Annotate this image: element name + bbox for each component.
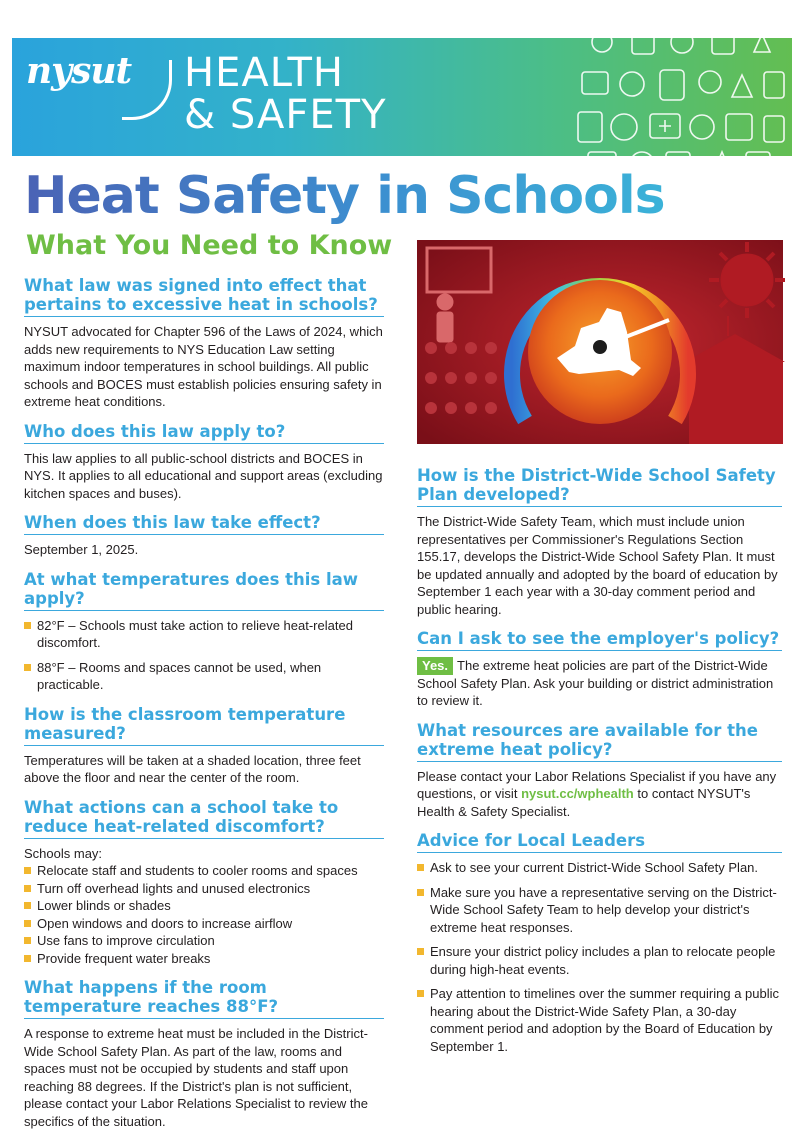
section-heading: Can I ask to see the employer's policy?: [417, 629, 782, 651]
list-item: Ask to see your current District-Wide School Safety Plan.: [417, 859, 782, 877]
body-after-link: to contact NYSUT's Health & Safety Specialist.: [417, 786, 751, 819]
yes-badge: Yes.: [417, 657, 453, 675]
section-advice: [417, 831, 782, 1055]
toolbox-icon: [582, 72, 608, 94]
list-item: Open windows and doors to increase airflow: [24, 915, 384, 933]
section-88-degrees: [24, 978, 384, 1130]
header-banner: [12, 38, 792, 156]
list-item: Provide frequent water breaks: [24, 950, 384, 968]
banner-title-line1: HEALTH: [184, 50, 345, 96]
section-resources: [417, 721, 782, 821]
page-title: Heat Safety in Schools: [24, 166, 665, 226]
body-before-link: Please contact your Labor Relations Specialist if you have any questions, or visit: [417, 768, 777, 801]
section-heading: What resources are available for the extreme heat policy?: [417, 721, 782, 762]
list-item: Use fans to improve circulation: [24, 932, 384, 950]
bottle-icon: [578, 112, 602, 142]
list-item: Turn off overhead lights and unused electronics: [24, 880, 384, 898]
section-body: September 1, 2025.: [24, 542, 139, 557]
section-heading: Who does this law apply to?: [24, 422, 384, 444]
section-heading: What actions can a school take to reduce heat-related discomfort?: [24, 798, 384, 839]
cone-icon: [712, 152, 732, 176]
section-applies-to: [24, 422, 384, 503]
clipboard-icon: [726, 114, 752, 140]
section-body: Temperatures will be taken at a shaded location, three feet above the floor and near the center of the room.: [24, 752, 361, 785]
nysut-logo: nysut: [26, 50, 132, 92]
section-employer-policy: [417, 629, 782, 710]
wphealth-link[interactable]: nysut.cc/wphealth: [521, 786, 634, 801]
list-item: Lower blinds or shades: [24, 897, 384, 915]
actions-list: [24, 862, 384, 967]
heat-gauge-illustration: [417, 240, 783, 444]
section-heading: How is the District-Wide School Safety Plan developed?: [417, 466, 782, 507]
list-item: 88°F – Rooms and spaces cannot be used, when practicable.: [24, 659, 384, 694]
banner-title: [184, 52, 387, 136]
section-body: A response to extreme heat must be included in the District-Wide School Safety Plan. As part of the law, rooms and spaces must not be occupied by students and staff upon reaching 88 degrees. If the District's plan is not sufficient, please contact your Labor Relations Specialist to review the specifics of the situation.: [24, 1026, 368, 1129]
section-heading: When does this law take effect?: [24, 513, 384, 535]
section-heading: What happens if the room temperature reaches 88°F?: [24, 978, 384, 1019]
section-heading: What law was signed into effect that pertains to excessive heat in schools?: [24, 276, 384, 317]
section-body: This law applies to all public-school districts and BOCES in NYS. It applies to all educational and support areas (excluding kitchen spaces and buses).: [24, 450, 383, 501]
boot-icon: [764, 116, 784, 142]
section-heading: How is the classroom temperature measured?: [24, 705, 384, 746]
glasses-icon: [671, 31, 693, 53]
list-item: Make sure you have a representative serving on the District-Wide School Safety Team to help develop your district's extreme heat responses.: [417, 884, 782, 937]
banner-title-line2: & SAFETY: [184, 92, 387, 138]
page-subtitle: What You Need to Know: [26, 230, 393, 261]
temperature-list: [24, 617, 384, 694]
shield-icon: [764, 72, 784, 98]
mask-icon: [611, 114, 637, 140]
hammer-icon: [712, 30, 734, 54]
section-intro: Schools may:: [24, 845, 103, 861]
vest-icon: [666, 152, 690, 178]
warning-icon: [732, 75, 752, 97]
section-body: [417, 768, 782, 821]
section-body: [417, 657, 782, 710]
lightbulb-icon: [592, 32, 612, 52]
right-column: [417, 466, 782, 1066]
section-body: The District-Wide Safety Team, which must include union representatives per Commissioner's Regulations Section 155.17, develops the District-Wide School Safety Plan. It must be updated annually and adopted by the board of education by September 1 each year with a 30-day comment period and public hearing.: [417, 514, 778, 617]
list-item: Ensure your district policy includes a plan to relocate people during high-heat events.: [417, 943, 782, 978]
section-heading: At what temperatures does this law apply?: [24, 570, 384, 611]
list-item: Pay attention to timelines over the summer requiring a public hearing about the District-Wide Safety Plan, a 30-day comment period and adoption by the Board of Education by September 1.: [417, 985, 782, 1055]
list-item: 82°F – Schools must take action to relieve heat-related discomfort.: [24, 617, 384, 652]
logo-swoosh: [122, 60, 172, 120]
advice-list: [417, 859, 782, 1055]
section-law: [24, 276, 384, 411]
glove-icon: [660, 70, 684, 100]
section-body-text: The extreme heat policies are part of the District-Wide School Safety Plan. Ask your building or district administration to review it.: [417, 658, 774, 708]
hardhat-icon: [620, 72, 644, 96]
section-effective-date: [24, 513, 384, 559]
section-body: NYSUT advocated for Chapter 596 of the Laws of 2024, which adds new requirements to NYS Education Law setting maximum indoor temperatures in school buildings. All public schools and BOCES must establish policies ensuring safety in extreme heat conditions.: [24, 324, 383, 409]
section-temperatures: [24, 570, 384, 694]
list-item: Relocate staff and students to cooler rooms and spaces: [24, 862, 384, 880]
fire-extinguisher-icon: [746, 152, 770, 176]
section-plan-developed: [417, 466, 782, 618]
section-heading: Advice for Local Leaders: [417, 831, 782, 853]
boot-icon-2: [632, 30, 654, 54]
section-actions: [24, 798, 384, 968]
left-column: [24, 276, 384, 1141]
caution-icon: [754, 34, 770, 52]
gear-icon: [699, 71, 721, 93]
section-measurement: [24, 705, 384, 787]
goggles-icon: [690, 115, 714, 139]
